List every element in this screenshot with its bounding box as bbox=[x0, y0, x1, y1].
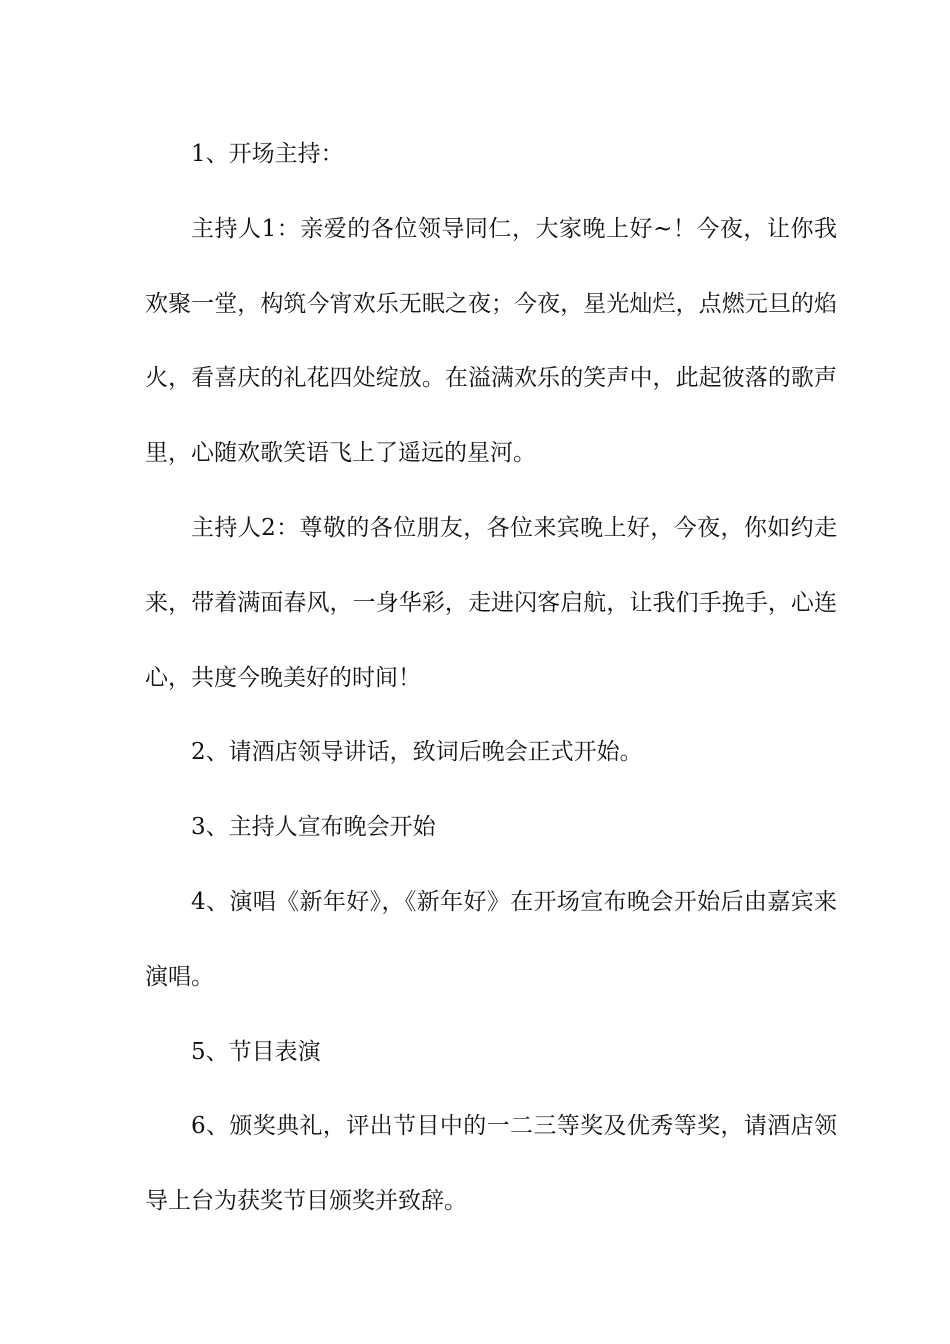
agenda-item-2: 2、请酒店领导讲话，致词后晚会正式开始。 bbox=[191, 739, 643, 766]
host-1-speech: 主持人1：亲爱的各位领导同仁，大家晚上好~！今夜，让你我欢聚一堂，构筑今宵欢乐无眠之夜；今夜，星光灿烂，点燃元旦的焰火，看喜庆的礼花四处绽放。在溢满欢乐的笑声中，此起彼落的歌声里，心随欢歌笑语飞上了遥远的星河。 bbox=[145, 215, 837, 467]
agenda-item-5: 5、节目表演 bbox=[191, 1038, 321, 1065]
agenda-item-6: 6、颁奖典礼，评出节目中的一二三等奖及优秀等奖，请酒店领导上台为获奖节目颁奖并致辞。 bbox=[145, 1113, 837, 1215]
document-body bbox=[145, 117, 837, 1239]
host-2-speech: 主持人2：尊敬的各位朋友，各位来宾晚上好，今夜，你如约走来，带着满面春风，一身华彩，走进闪客启航，让我们手挽手，心连心，共度今晚美好的时间！ bbox=[145, 514, 837, 691]
agenda-item-3: 3、主持人宣布晚会开始 bbox=[191, 814, 436, 841]
agenda-item-4: 4、演唱《新年好》，《新年好》在开场宣布晚会开始后由嘉宾来演唱。 bbox=[145, 888, 837, 990]
section-heading-opening: 1、开场主持： bbox=[191, 141, 344, 167]
